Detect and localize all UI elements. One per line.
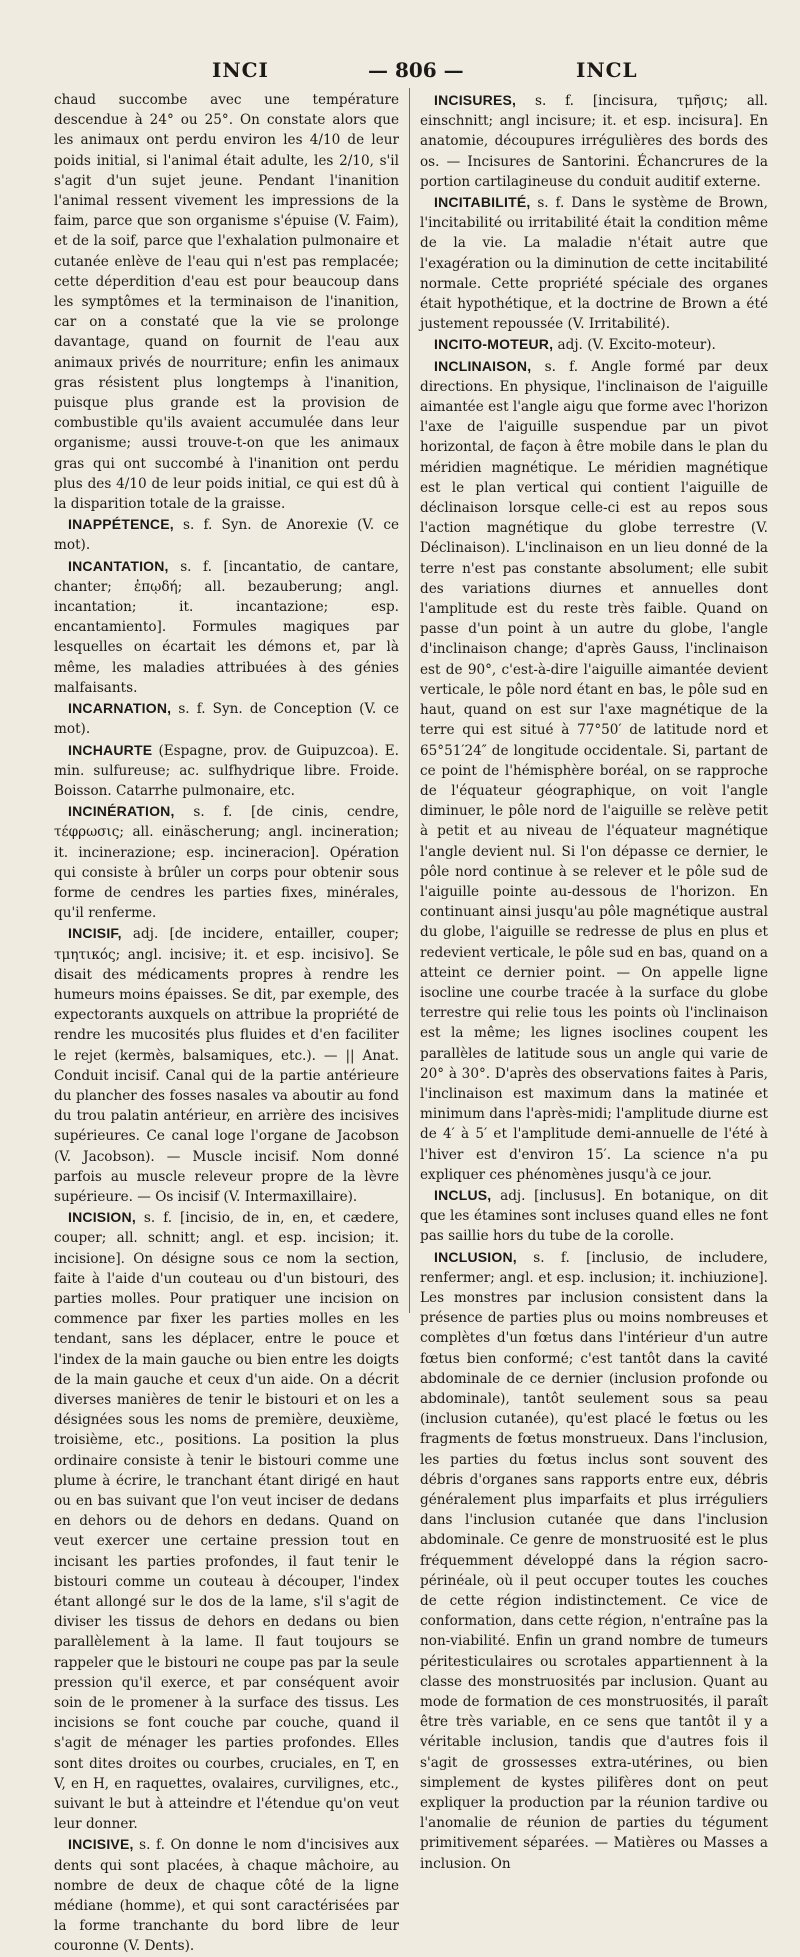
right-column bbox=[420, 90, 769, 1872]
definition: s. f. On donne le nom d'incisives aux dents qui sont placées, à chaque mâchoire, au nombre de deux de chaque côté de la ligne médiane (homme), et qui sont caractérisées par la forme tranchante du bord libre de leur couronne (V. Dents). bbox=[54, 1837, 399, 1955]
entry-incisive bbox=[54, 1834, 399, 1956]
definition: adj. [de incidere, entailler, couper; τμητικός; angl. incisive; it. et esp. incisivo]. Se disait des médicaments propres à rendre les humeurs moins épaisses. Se dit, par exemple, des expectorants auxquels on attribue la propriété de rendre les mucosités plus fluides et d'en faciliter le rejet (kermès, balsamiques, etc.). — || Anat. Conduit incisif. Canal qui de la partie antérieure du plancher des fosses nasales va aboutir au fond du trou palatin antérieur, en arrière des incisives supérieures. Ce canal loge l'organe de Jacobson (V. Jacobson). — Muscle incisif. Nom donné parfois au muscle releveur propre de la lèvre supérieure. — Os incisif (V. Intermaxillaire). bbox=[54, 926, 399, 1205]
entry-inchaurte bbox=[54, 740, 399, 802]
definition: adj. (V. Excito-moteur). bbox=[553, 337, 716, 354]
headword: INCARNATION, bbox=[68, 700, 172, 717]
left-column bbox=[54, 90, 399, 1955]
definition: s. f. [inclusio, de includere, renfermer; angl. et esp. inclusion; it. inchiuzione]. Les monstres par inclusion consistent dans la présence de parties plus ou moins nombreuses et complètes d'un fœtus dans l'intérieur d'un autre fœtus bien conformé; c'est tantôt dans la cavité abdominale de ce dernier (inclusion profonde ou abdominale), tantôt seulement sous sa peau (inclusion cutanée), qu'est placé le fœtus ou les fragments de fœtus monstrueux. Dans l'inclusion, les parties du fœtus inclus sont souvent des débris d'organes sans rapports entre eux, débris généralement plus imparfaits et plus irréguliers dans l'inclusion cutanée que dans l'inclusion abdominale. Ce genre de monstruosité est le plus fréquemment développé dans la région sacro-périnéale, où il peut occuper toutes les couches de cette région indistinctement. Ce vice de conformation, dans cette région, n'entraîne pas la non-viabilité. Enfin un grand nombre de tumeurs péritesticulaires ou scrotales appartiennent à la classe des monstruosités par inclusion. Quant au mode de formation de ces monstruosités, il paraît être très variable, en ce sens que tantôt il y a véritable inclusion, tandis que d'autres fois il s'agit de grossesses extra-utérines, ou bien simplement de kystes pilifères dont on peut expliquer la production par la réunion tardive ou l'anomalie de réunion de parties du tégument primitivement séparées. — Matières ou Masses a inclusion. On bbox=[420, 1249, 768, 1872]
entry-continuation: chaud succombe avec une température descendue à 24° ou 25°. On constate alors que les animaux ont perdu environ les 4/10 de leur poids initial, si l'animal était adulte, les 2/10, s'il s'agit d'un sujet jeune. Pendant l'inanition l'animal ressent vivement les impressions de la faim, parce que son organisme s'épuise (V. Faim), et de la soif, parce que l'exhalation pulmonaire et cutanée enlève de l'eau qui n'est pas remplacée; cette déperdition d'eau est pour beaucoup dans les symptômes et la terminaison de l'inanition, car on a constaté que la vie se prolonge davantage, quand on fournit de l'eau aux animaux privés de nourriture; enfin les animaux gras résistent plus longtemps à l'inanition, puisque plus grande est la provision de combustible qu'ils avaient accumulée dans leur organisme; aussi trouve-t-on que les animaux gras qui ont succombé à l'inanition ont perdu plus des 4/10 de leur poids initial, ce qui est dû à la disparition totale de la graisse. bbox=[54, 92, 399, 513]
entry-incito-moteur bbox=[420, 334, 768, 355]
headword: INAPPÉTENCE, bbox=[68, 516, 174, 533]
definition: (Espagne, prov. de Guipuzcoa). E. min. sulfureuse; ac. sulfhydrique libre. Froide. Boisson. Catarrhe pulmonaire, etc. bbox=[54, 742, 399, 799]
running-head-right: INCL bbox=[576, 58, 638, 82]
page-number: — 806 — bbox=[368, 58, 464, 82]
entry-inclusion bbox=[420, 1247, 768, 1874]
headword: INCLUS, bbox=[434, 1186, 492, 1203]
headword: INCITO-MOTEUR, bbox=[434, 336, 554, 353]
headword: INCISIVE, bbox=[68, 1836, 134, 1853]
headword: INCISIF, bbox=[68, 925, 122, 942]
column-divider bbox=[409, 88, 410, 1313]
entry-inclinaison bbox=[420, 356, 768, 1185]
definition: s. f. Dans le système de Brown, l'incitabilité ou irritabilité était la condition même de la vie. La maladie n'était autre que l'exagération ou la diminution de cette incitabilité normale. Cette propriété spéciale des organes était hypothétique, et la doctrine de Brown a été justement repoussée (V. Irritabilité). bbox=[420, 195, 768, 333]
headword: INCISION, bbox=[68, 1209, 136, 1226]
definition: s. f. [incantatio, de cantare, chanter; ἐπῳδή; all. bezauberung; angl. incantation; it. incantazione; esp. encantamiento]. Formules magiques par lesquelles on écartait les démons et, par là même, les maladies attribuées à des génies malfaisants. bbox=[54, 558, 399, 696]
headword: INCLUSION, bbox=[434, 1248, 517, 1265]
entry-inclus bbox=[420, 1185, 768, 1247]
headword: INCITABILITÉ, bbox=[434, 194, 531, 211]
headword: INCHAURTE bbox=[68, 741, 153, 758]
entry-incantation bbox=[54, 556, 399, 698]
entry-incisures bbox=[420, 90, 768, 192]
entry-inappetence bbox=[54, 514, 399, 555]
entry-incineration bbox=[54, 801, 399, 923]
entry-incision bbox=[54, 1207, 399, 1834]
definition: s. f. Angle formé par deux directions. En physique, l'inclinaison de l'aiguille aimantée est l'angle aigu que forme avec l'horizon l'axe de l'aiguille suspendue par un pivot horizontal, de façon à être mobile dans le plan du méridien magnétique. Le méridien magnétique est le plan vertical qui contient l'aiguille de déclinaison lorsque celle-ci est au repos sous l'action magnétique du globe terrestre (V. Déclinaison). L'inclinaison en un lieu donné de la terre n'est pas constante absolument; elle subit des variations diurnes et annuelles dont l'amplitude est du reste très faible. Quand on passe d'un point à un autre du globe, l'angle d'inclinaison change; d'après Gauss, l'inclinaison est de 90°, c'est-à-dire l'aiguille aimantée devient verticale, le pôle nord étant en bas, le pôle sud en haut, quand on est sur l'axe magnétique de la terre qui est situé à 77°50′ de latitude nord et 65°51′24″ de longitude occidentale. Si, partant de ce point de l'hémisphère boréal, on se rapproche de l'équateur géographique, on voit l'angle diminuer, le pôle nord de l'aiguille se relève petit à petit et au niveau de l'équateur magnétique l'angle devient nul. Si l'on dépasse ce dernier, le pôle nord continue à se relever et le pôle sud de l'aiguille pointe au-dessous de l'horizon. En continuant ainsi jusqu'au pôle magnétique austral du globe, l'aiguille se redresse de plus en plus et redevient verticale, le pôle sud en bas, quand on a atteint ce dernier point. — On appelle ligne isocline une courbe tracée à la surface du globe terrestre qui relie tous les points où l'inclinaison est la même; les lignes isoclines coupent les parallèles de latitude sous un angle qui varie de 20° à 30°. D'après des observations faites à Paris, l'inclinaison est maximum dans la matinée et minimum dans l'après-midi; l'amplitude diurne est de 4′ à 5′ et l'amplitude demi-annuelle de l'été à l'hiver est d'environ 15′. La science n'a pu expliquer ces phénomènes jusqu'à ce jour. bbox=[420, 358, 769, 1183]
entry-incitabilite bbox=[420, 192, 768, 334]
definition: s. f. [incisio, de in, en, et cædere, couper; all. schnitt; angl. et esp. incision; it. incisione]. On désigne sous ce nom la section, faite à l'aide d'un couteau ou d'un bistouri, des parties molles. Pour pratiquer une incision on commence par fixer les parties molles en les tendant, sans les déplacer, entre le pouce et l'index de la main gauche ou bien entre les doigts de la main gauche et ceux d'un aide. On a décrit diverses manières de tenir le bistouri et on les a désignées sous les noms de première, deuxième, troisième, etc., positions. La position la plus ordinaire consiste à tenir le bistouri comme une plume à écrire, le tranchant étant dirigé en haut ou en bas suivant que l'on veut inciser de dedans en dehors ou de dehors en dedans. Quand on veut exercer une certaine pression tout en incisant les parties profondes, il faut tenir le bistouri comme un couteau à découper, l'index étant allongé sur le dos de la lame, s'il s'agit de diviser les tissus de dehors en dedans ou bien parallèlement à la lame. Il faut toujours se rappeler que le bistouri ne coupe pas par la seule pression qu'il exerce, et par conséquent avoir soin de le promener à la surface des tissus. Les incisions se font couche par couche, quand il s'agit de ménager les parties profondes. Elles sont dites droites ou courbes, cruciales, en T, en V, en H, en raquettes, ovalaires, curvilignes, etc., suivant le but à atteindre et l'étendue qu'on veut leur donner. bbox=[54, 1210, 399, 1833]
page-header bbox=[0, 52, 800, 86]
entry-incarnation bbox=[54, 698, 399, 739]
definition: s. f. Syn. de Anorexie (V. ce mot). bbox=[54, 517, 399, 554]
headword: INCINÉRATION, bbox=[68, 803, 175, 820]
headword: INCLINAISON, bbox=[434, 357, 532, 374]
definition: adj. [inclusus]. En botanique, on dit que les étamines sont incluses quand elles ne font pas saillie hors du tube de la corolle. bbox=[420, 1187, 768, 1245]
definition: s. f. [incisura, τμῆσις; all. einschnitt; angl incisure; it. et esp. incisura]. En anatomie, découpures irrégulières des bords des os. — Incisures de Santorini. Échancrures de la portion cartilagineuse du conduit auditif externe. bbox=[420, 93, 768, 190]
definition: s. f. [de cinis, cendre, τέφρωσις; all. einäscherung; angl. incineration; it. incinerazione; esp. incineracion]. Opération qui consiste à brûler un corps pour obtenir sous forme de cendres les parties fixes, minérales, qu'il renferme. bbox=[54, 804, 399, 922]
headword: INCANTATION, bbox=[68, 557, 169, 574]
headword: INCISURES, bbox=[434, 92, 517, 108]
running-head-left: INCI bbox=[212, 58, 269, 82]
entry-incisif bbox=[54, 923, 399, 1207]
definition: s. f. Syn. de Conception (V. ce mot). bbox=[54, 701, 399, 738]
